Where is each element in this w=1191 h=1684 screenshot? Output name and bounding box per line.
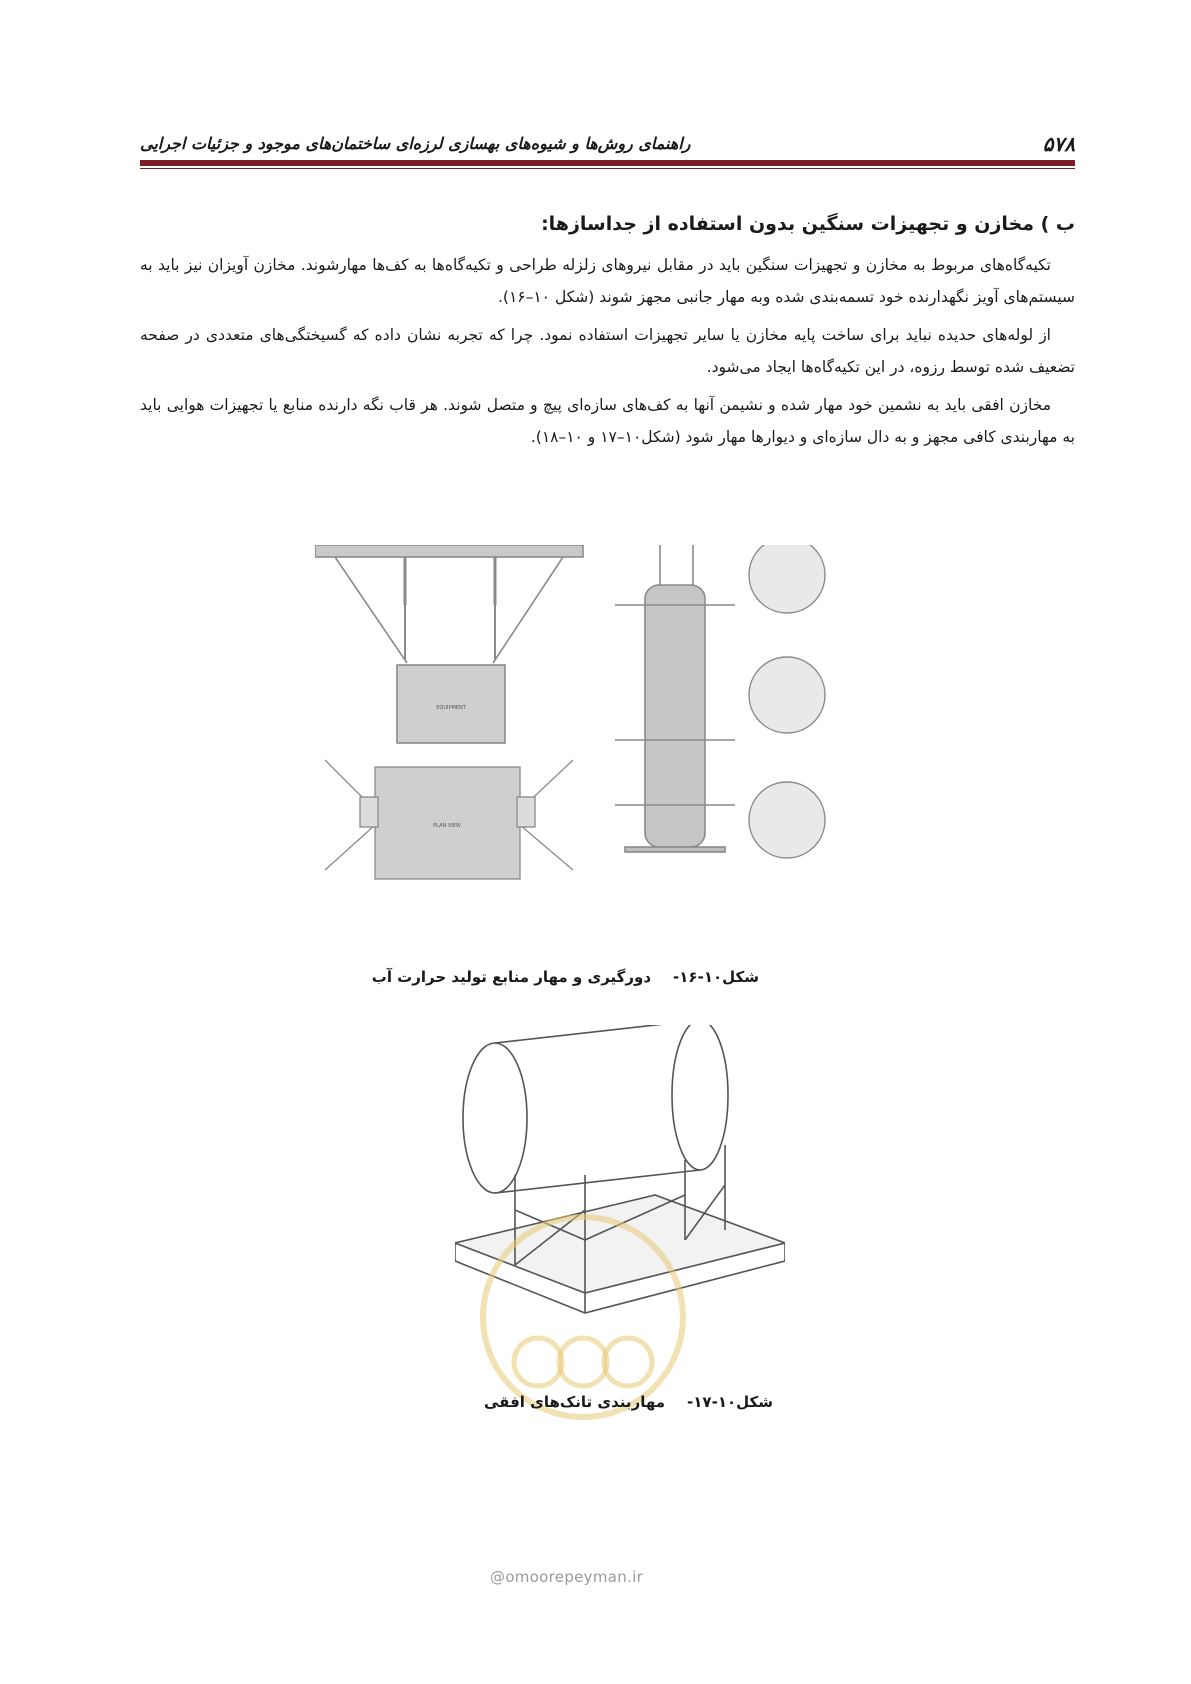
equipment-label: EQUIPMENT (436, 705, 466, 711)
paragraph-1: تکیه‌گاه‌های مربوط به مخازن و تجهیزات سنگین باید در مقابل نیروهای زلزله طراحی و تکیه‌گاه‌ها به کف‌ها مهارشوند. مخازن آویزان نیز باید به سیستم‌های آویز نگهدارنده خود تسمه‌بندی شده وبه مهار جانبی مجهز شوند (شکل ۱۰–۱۶). (140, 256, 1075, 306)
plan-view-label: PLAN VIEW (433, 823, 461, 829)
vertical-tank-drawing (615, 545, 735, 852)
page-number: ۵۷۸ (1042, 132, 1075, 156)
figure-16-caption-text: دورگیری و مهار منابع تولید حرارت آب (371, 968, 652, 986)
figure-17-caption-text: مهاربندی تانک‌های افقی (483, 1393, 666, 1411)
plan-view-drawing (325, 760, 573, 879)
running-title: راهنمای روش‌ها و شیوه‌های بهسازی لرزه‌ای ساختمان‌های موجود و جزئیات اجرایی (140, 134, 691, 153)
paragraph-3: مخازن افقی باید به نشمین خود مهار شده و نشیمن آنها به کف‌های سازه‌ای پیچ و متصل شوند. هر قاب نگه دارنده منابع یا تجهیزات هوایی باید به مهاربندی کافی مجهز و به دال سازه‌ای و دیوارها مهار شود (شکل۱۰–۱۷ و ۱۰–۱۸). (140, 396, 1075, 446)
figure-17-caption (484, 1393, 773, 1411)
detail-circles (749, 545, 825, 858)
figure-17-caption-number: شکل۱۰-۱۷- (687, 1393, 773, 1411)
watermark-site: @omoorepeyman.ir (490, 1568, 644, 1586)
header-rule-thin (140, 168, 1075, 169)
section-heading: ب ) مخازن و تجهیزات سنگین بدون استفاده از جداسازها: (541, 213, 1075, 235)
header-rule (140, 160, 1075, 166)
paragraph-2: از لوله‌های حدیده نباید برای ساخت پایه مخازن یا سایر تجهیزات استفاده نمود. چرا که تجربه نشان داده که گسیختگی‌های متعددی در صفحه تضعیف شده توسط رزوه، در این تکیه‌گاه‌ها ایجاد می‌شود. (140, 326, 1075, 376)
figure-16-drawing (315, 545, 885, 930)
watermark-logo (478, 1212, 688, 1422)
figure-16-caption (372, 968, 759, 986)
figure-16-caption-number: شکل۱۰-۱۶- (673, 968, 759, 986)
section-body (140, 213, 1075, 459)
hanging-equipment-elevation (315, 545, 583, 743)
